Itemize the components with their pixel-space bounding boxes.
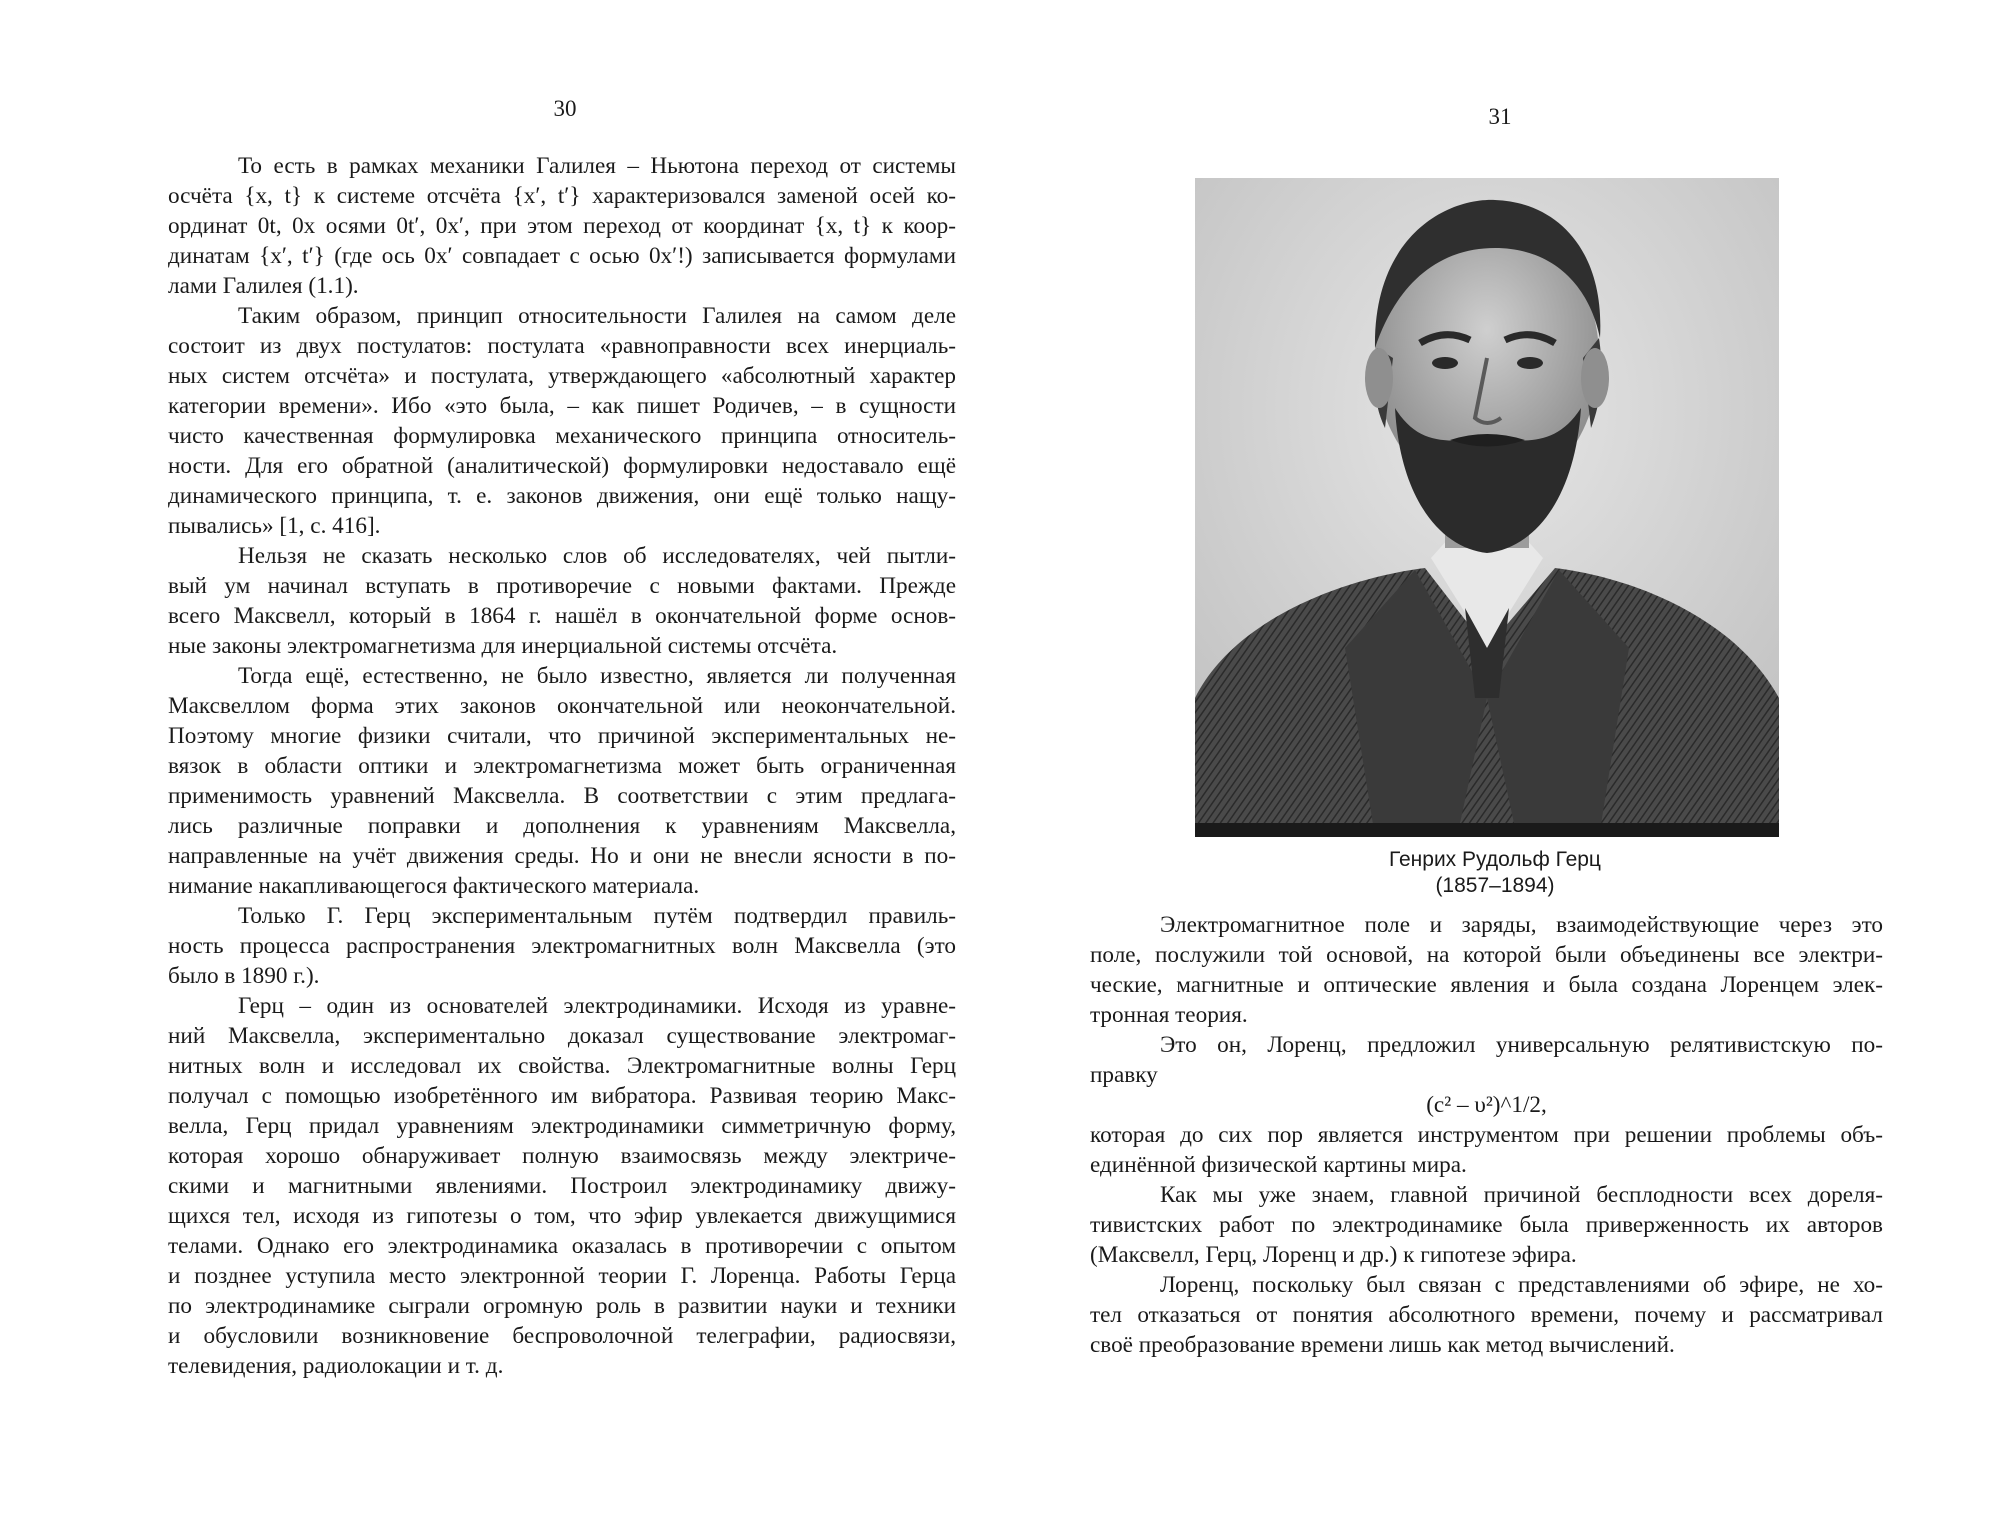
text-line: которая до сих пор является инструментом при решении проблемы объ- — [1090, 1122, 1883, 1148]
caption-years: (1857–1894) — [1435, 874, 1555, 897]
text-line: правку — [1090, 1062, 1158, 1088]
portrait-illustration — [1195, 178, 1779, 837]
text-line: состоит из двух постулатов: постулата «равноправности всех инерциаль- — [168, 333, 956, 359]
text-line: Лоренц, поскольку был связан с представлениями об эфире, не хо- — [1160, 1272, 1883, 1298]
text-line: получал с помощью изобретённого им вибратора. Развивая теорию Макс- — [168, 1083, 956, 1109]
text-line: категории времени». Ибо «это была, – как пишет Родичев, – в сущности — [168, 393, 956, 419]
text-line: нитных волн и исследовал их свойства. Электромагнитные волны Герц — [168, 1053, 956, 1079]
text-line: ности. Для его обратной (аналитической) формулировки недоставало ещё — [168, 453, 956, 479]
text-line: Таким образом, принцип относительности Галилея на самом деле — [238, 303, 956, 329]
page-number-left: 30 — [553, 96, 577, 121]
text-line: Только Г. Герц экспериментальным путём подтвердил правиль- — [238, 903, 956, 929]
text-line: ний Максвелла, экспериментально доказал существование электромаг- — [168, 1023, 956, 1049]
text-line: ординат 0t, 0x осями 0t′, 0x′, при этом переход от координат {x, t} к коор- — [168, 213, 956, 239]
right-page — [1000, 0, 2000, 1525]
text-line: тронная теория. — [1090, 1002, 1248, 1028]
text-line: ность процесса распространения электромагнитных волн Максвелла (это — [168, 933, 956, 959]
text-line: лами Галилея (1.1). — [168, 273, 359, 299]
text-line: телевидения, радиолокации и т. д. — [168, 1353, 504, 1379]
text-line: вязок в области оптики и электромагнетизма может быть ограниченная — [168, 753, 956, 779]
text-line: поле, послужили той основой, на которой были объединены все электри- — [1090, 942, 1883, 968]
text-line: направленные на учёт движения среды. Но и они не внесли ясности в по- — [168, 843, 956, 869]
text-line: Герц – один из основателей электродинамики. Исходя из уравне- — [238, 993, 956, 1019]
text-line: и обусловили возникновение беспроволочной телеграфии, радиосвязи, — [168, 1323, 956, 1349]
text-line: было в 1890 г.). — [168, 963, 320, 989]
text-line: вый ум начинал вступать в противоречие с новыми фактами. Прежде — [168, 573, 956, 599]
text-line: осчёта {x, t} к системе отсчёта {x′, t′} характеризовался заменой осей ко- — [168, 183, 956, 209]
text-line: тивистских работ по электродинамике была приверженность их авторов — [1090, 1212, 1883, 1238]
text-line: (Максвелл, Герц, Лоренц и др.) к гипотезе эфира. — [1090, 1242, 1577, 1268]
text-line: лись различные поправки и дополнения к уравнениям Максвелла, — [168, 813, 956, 839]
left-text-column — [168, 151, 956, 1381]
text-line: Поэтому многие физики считали, что причиной экспериментальных не- — [168, 723, 956, 749]
text-line: То есть в рамках механики Галилея – Ньютона переход от системы — [238, 153, 956, 179]
text-line: которая хорошо обнаруживает полную взаимосвязь между электриче- — [168, 1143, 956, 1169]
text-line: Максвеллом форма этих законов окончательной или неокончательной. — [168, 693, 956, 719]
text-line: телами. Однако его электродинамика оказалась в противоречии с опытом — [168, 1233, 956, 1259]
text-line: Электромагнитное поле и заряды, взаимодействующие через это — [1160, 912, 1883, 938]
text-line: своё преобразование времени лишь как метод вычислений. — [1090, 1332, 1675, 1358]
text-line: ных систем отсчёта» и постулата, утверждающего «абсолютный характер — [168, 363, 956, 389]
text-line: всего Максвелл, который в 1864 г. нашёл в окончательной форме основ- — [168, 603, 956, 629]
text-line: нимание накапливающегося фактического материала. — [168, 873, 700, 899]
text-line: единённой физической картины мира. — [1090, 1152, 1467, 1178]
portrait-caption — [1150, 847, 1840, 899]
text-line: динамического принципа, т. е. законов движения, они ещё только нащу- — [168, 483, 956, 509]
text-line: Нельзя не сказать несколько слов об исследователях, чей пытли- — [238, 543, 956, 569]
text-line: динатам {x′, t′} (где ось 0x′ совпадает с осью 0x′!) записывается формулами — [168, 243, 956, 269]
text-line: велла, Герц придал уравнениям электродинамики симметричную форму, — [168, 1113, 956, 1139]
text-line: Как мы уже знаем, главной причиной бесплодности всех дореля- — [1160, 1182, 1883, 1208]
text-line: ческие, магнитные и оптические явления и была создана Лоренцем элек- — [1090, 972, 1883, 998]
text-line: пывались» [1, с. 416]. — [168, 513, 381, 539]
text-line: по электродинамике сыграли огромную роль в развитии науки и техники — [168, 1293, 956, 1319]
text-line: и позднее уступила место электронной теории Г. Лоренца. Работы Герца — [168, 1263, 956, 1289]
text-line: Тогда ещё, естественно, не было известно, является ли полученная — [238, 663, 956, 689]
text-line: (c² – υ²)^1/2, — [1426, 1092, 1547, 1118]
text-line: чисто качественная формулировка механического принципа относитель- — [168, 423, 956, 449]
caption-name: Генрих Рудольф Герц — [1389, 848, 1601, 871]
text-line: щихся тел, исходя из гипотезы о том, что эфир увлекается движущимися — [168, 1203, 956, 1229]
portrait-photo — [1195, 178, 1779, 837]
right-text-column — [1090, 910, 1883, 1360]
text-line: применимость уравнений Максвелла. В соответствии с этим предлага- — [168, 783, 956, 809]
text-line: тел отказаться от понятия абсолютного времени, почему и рассматривал — [1090, 1302, 1883, 1328]
text-line: Это он, Лоренц, предложил универсальную релятивистскую по- — [1160, 1032, 1883, 1058]
page-number-right: 31 — [1488, 104, 1512, 129]
text-line: скими и магнитными явлениями. Построил электродинамику движу- — [168, 1173, 956, 1199]
text-line: ные законы электромагнетизма для инерциальной системы отсчёта. — [168, 633, 838, 659]
